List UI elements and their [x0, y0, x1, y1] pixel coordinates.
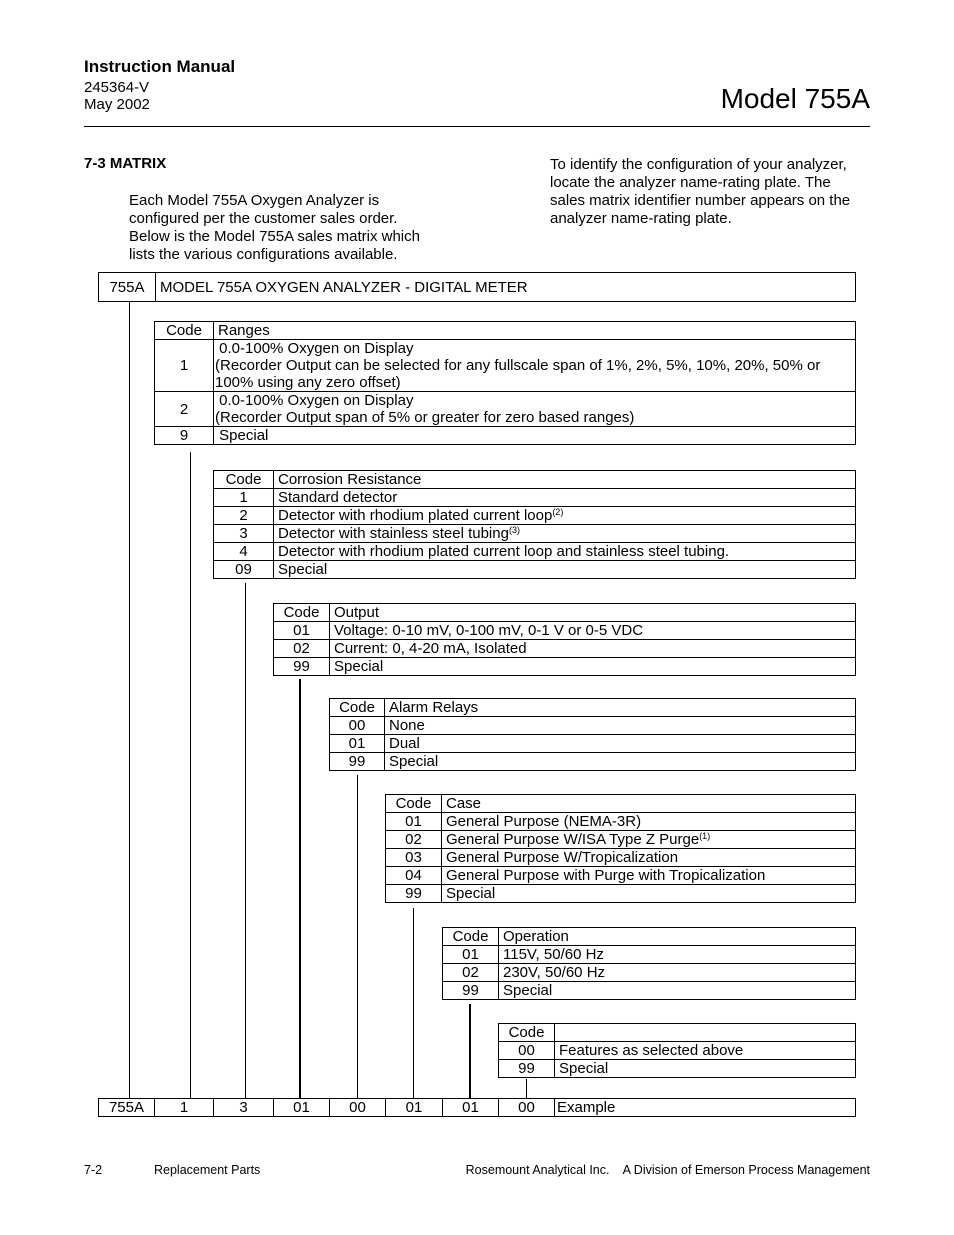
description-text: Special [446, 885, 496, 902]
example-code: 00 [330, 1099, 386, 1117]
model-name: Model 755A [720, 83, 870, 114]
code-header: Code [443, 928, 499, 946]
range-code: 1 [155, 340, 214, 392]
table-row [274, 622, 856, 640]
operation-code: 99 [443, 982, 499, 1000]
text-line: Below is the Model 755A sales matrix which [129, 228, 420, 245]
table-row [214, 507, 856, 525]
code-header: Code [274, 604, 330, 622]
output-code: 99 [274, 658, 330, 676]
manual-title: Instruction Manual [84, 57, 236, 76]
connector-line-case [413, 908, 414, 1098]
table-row [386, 813, 856, 831]
corrosion-code: 4 [214, 543, 274, 561]
table-row [214, 543, 856, 561]
description-text: Detector with rhodium plated current loop [278, 507, 553, 524]
corrosion-description [274, 507, 856, 525]
output-code: 02 [274, 640, 330, 658]
case-code: 03 [386, 849, 442, 867]
example-table [98, 1098, 856, 1117]
table-row [99, 1099, 856, 1117]
alarm-description: None [385, 717, 856, 735]
code-header: Code [214, 471, 274, 489]
table-row [330, 753, 856, 771]
footnote-ref: (1) [699, 831, 711, 841]
case-description [442, 813, 856, 831]
text-line: Special [215, 427, 269, 444]
operation-description: Special [499, 982, 856, 1000]
operation-description: 230V, 50/60 Hz [499, 964, 856, 982]
output-header: Output [330, 604, 856, 622]
range-description [214, 427, 856, 445]
intro-paragraph-right [550, 156, 850, 228]
example-label: Example [555, 1099, 856, 1117]
table-row [330, 735, 856, 753]
connector-line-features [526, 1079, 527, 1098]
features-code: 00 [499, 1042, 555, 1060]
output-description: Voltage: 0-10 mV, 0-100 mV, 0-1 V or 0-5 VDC [330, 622, 856, 640]
table-row [386, 885, 856, 903]
doc-number: 245364-V [84, 79, 150, 96]
features-description: Features as selected above [555, 1042, 856, 1060]
corrosion-header: Corrosion Resistance [274, 471, 856, 489]
table-row [386, 867, 856, 885]
table-row [214, 561, 856, 579]
footer-section: Replacement Parts [154, 1163, 261, 1177]
table-row [155, 340, 856, 392]
example-code: 755A [99, 1099, 155, 1117]
text-line: (Recorder Output can be selected for any fullscale span of 1%, 2%, 5%, 10%, 20%, 50% or [215, 357, 821, 374]
ranges-table [154, 321, 856, 445]
text-line: 0.0-100% Oxygen on Display [215, 392, 414, 409]
ranges-header: Ranges [214, 322, 856, 340]
features-description: Special [555, 1060, 856, 1078]
text-line: 100% using any zero offset) [215, 374, 401, 391]
corrosion-code: 1 [214, 489, 274, 507]
table-row [155, 392, 856, 427]
example-code: 1 [155, 1099, 214, 1117]
code-header: Code [330, 699, 385, 717]
range-description [214, 392, 856, 427]
corrosion-code: 3 [214, 525, 274, 543]
table-row [443, 982, 856, 1000]
table-row [386, 849, 856, 867]
alarm-description: Special [385, 753, 856, 771]
footnote-ref: (3) [508, 525, 520, 535]
connector-line-operation [469, 1004, 471, 1098]
case-code: 02 [386, 831, 442, 849]
code-header: Code [155, 322, 214, 340]
code-header: Code [499, 1024, 555, 1042]
text-line: 0.0-100% Oxygen on Display [215, 340, 414, 357]
example-code: 3 [214, 1099, 274, 1117]
model-table [98, 272, 856, 302]
text-line: (Recorder Output span of 5% or greater for zero based ranges) [215, 409, 635, 426]
alarm-code: 00 [330, 717, 385, 735]
corrosion-table [213, 470, 856, 579]
case-header: Case [442, 795, 856, 813]
description-text: General Purpose (NEMA-3R) [446, 813, 642, 830]
footnote-ref: (2) [552, 507, 564, 517]
doc-date: May 2002 [84, 96, 150, 113]
table-row [214, 525, 856, 543]
description-text: General Purpose with Purge with Tropicalization [446, 867, 766, 884]
table-row [214, 489, 856, 507]
alarm-code: 01 [330, 735, 385, 753]
text-line: lists the various configurations available. [129, 246, 398, 263]
header-rule [84, 126, 870, 127]
alarm-header: Alarm Relays [385, 699, 856, 717]
section-heading: 7-3 MATRIX [84, 155, 167, 172]
features-table [498, 1023, 856, 1078]
code-header: Code [386, 795, 442, 813]
table-row [330, 717, 856, 735]
case-description [442, 885, 856, 903]
intro-paragraph-left [129, 192, 420, 264]
description-text: General Purpose W/Tropicalization [446, 849, 679, 866]
corrosion-code: 09 [214, 561, 274, 579]
connector-line-model [129, 302, 130, 1098]
footer-company: Rosemount Analytical Inc. A Division of Emerson Process Management [465, 1163, 870, 1177]
case-code: 99 [386, 885, 442, 903]
case-code: 04 [386, 867, 442, 885]
output-description: Special [330, 658, 856, 676]
text-line: To identify the configuration of your analyzer, [550, 156, 847, 173]
alarm-code: 99 [330, 753, 385, 771]
table-row [443, 946, 856, 964]
range-code: 2 [155, 392, 214, 427]
text-line: configured per the customer sales order. [129, 210, 398, 227]
corrosion-description [274, 543, 856, 561]
description-text: Standard detector [278, 489, 398, 506]
features-header [555, 1024, 856, 1042]
example-code: 01 [386, 1099, 443, 1117]
description-text: Special [278, 561, 328, 578]
alarm-description: Dual [385, 735, 856, 753]
connector-line-alarm [357, 775, 358, 1098]
range-code: 9 [155, 427, 214, 445]
features-code: 99 [499, 1060, 555, 1078]
example-code: 01 [274, 1099, 330, 1117]
description-text: General Purpose W/ISA Type Z Purge [446, 831, 700, 848]
operation-description: 115V, 50/60 Hz [499, 946, 856, 964]
corrosion-description [274, 525, 856, 543]
operation-code: 02 [443, 964, 499, 982]
text-line: sales matrix identifier number appears on the [550, 192, 851, 209]
corrosion-description [274, 561, 856, 579]
output-description: Current: 0, 4-20 mA, Isolated [330, 640, 856, 658]
table-row [499, 1042, 856, 1060]
table-row [443, 964, 856, 982]
description-text: Detector with stainless steel tubing [278, 525, 509, 542]
corrosion-description [274, 489, 856, 507]
table-row [499, 1060, 856, 1078]
case-description [442, 867, 856, 885]
operation-code: 01 [443, 946, 499, 964]
output-code: 01 [274, 622, 330, 640]
description-text: Detector with rhodium plated current loop and stainless steel tubing. [278, 543, 730, 560]
example-code: 01 [443, 1099, 499, 1117]
output-table [273, 603, 856, 676]
table-row [274, 640, 856, 658]
model-description: MODEL 755A OXYGEN ANALYZER - DIGITAL METER [156, 273, 856, 302]
table-row [155, 427, 856, 445]
case-description [442, 831, 856, 849]
connector-line-ranges [190, 452, 191, 1098]
connector-line-output [299, 679, 301, 1098]
table-row [274, 658, 856, 676]
text-line: Each Model 755A Oxygen Analyzer is [129, 192, 380, 209]
text-line: analyzer name-rating plate. [550, 210, 732, 227]
range-description [214, 340, 856, 392]
example-code: 00 [499, 1099, 555, 1117]
model-code: 755A [99, 273, 156, 302]
case-code: 01 [386, 813, 442, 831]
operation-table [442, 927, 856, 1000]
operation-header: Operation [499, 928, 856, 946]
alarm-table [329, 698, 856, 771]
page-number: 7-2 [84, 1163, 103, 1177]
table-row [386, 831, 856, 849]
case-table [385, 794, 856, 903]
text-line: locate the analyzer name-rating plate. The [550, 174, 831, 191]
case-description [442, 849, 856, 867]
corrosion-code: 2 [214, 507, 274, 525]
connector-line-corrosion [245, 583, 246, 1098]
